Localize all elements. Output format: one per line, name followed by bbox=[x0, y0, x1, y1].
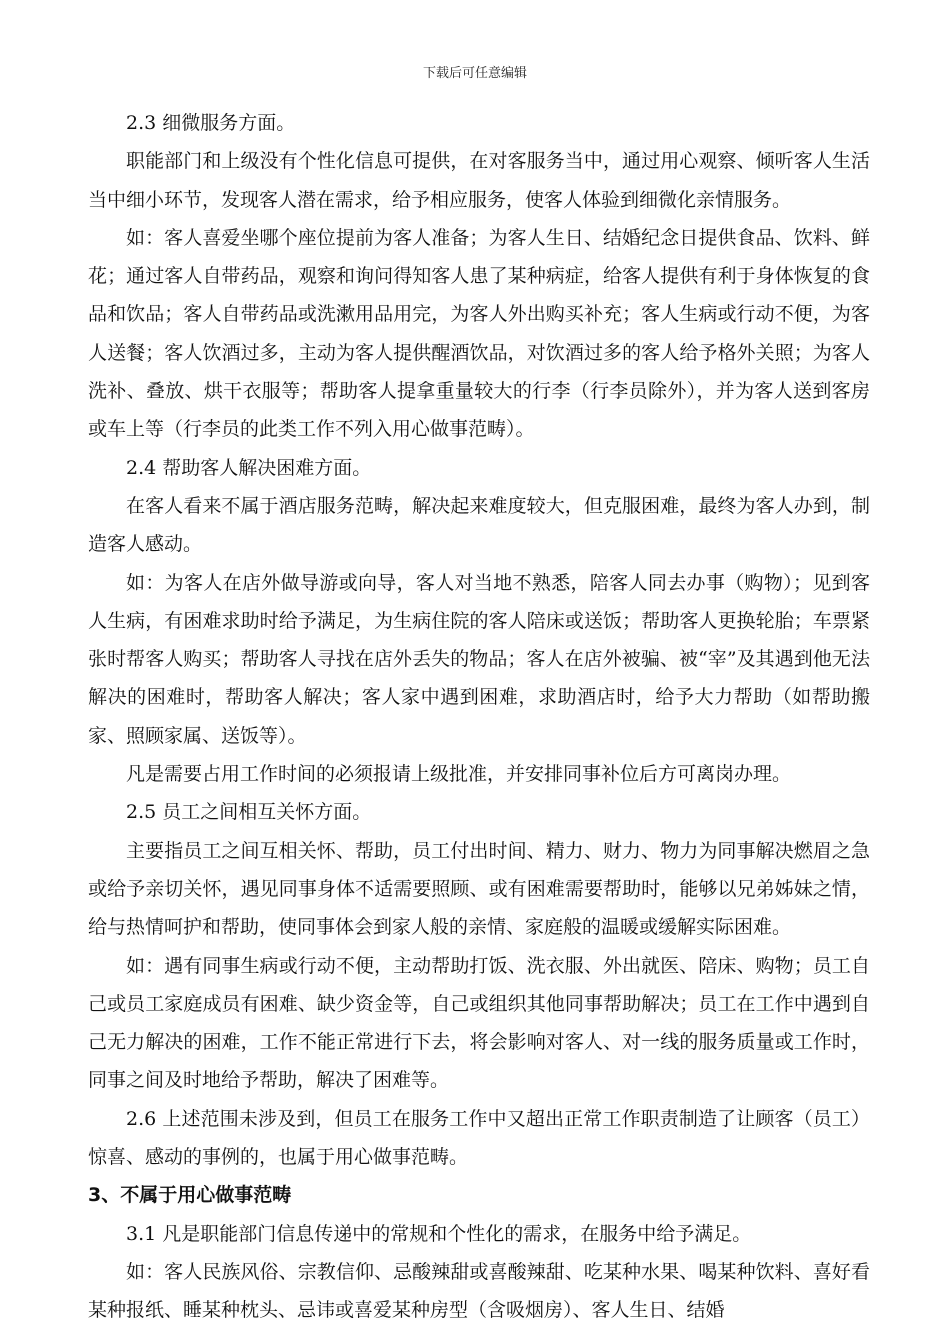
paragraph: 如：客人民族风俗、宗教信仰、忌酸辣甜或喜酸辣甜、吃某种水果、喝某种饮料、喜好看某种报纸、睡某种枕头、忌讳或喜爱某种房型（含吸烟房）、客人生日、结婚 bbox=[88, 1260, 870, 1322]
page-header: 下载后可任意编辑 bbox=[422, 66, 527, 81]
section-heading-2-3: 2.3 细微服务方面。 bbox=[126, 112, 296, 134]
section-heading-2-5: 2.5 员工之间相互关怀方面。 bbox=[126, 801, 372, 824]
paragraph: 如：客人喜爱坐哪个座位提前为客人准备；为客人生日、结婚纪念日提供食品、饮料、鲜花；通过客人自带药品，观察和询问得知客人患了某种病症，给客人提供有利于身体恢复的食品和饮品；客人自带药品或洗漱用品用完，为客人外出购买补充；客人生病或行动不便，为客人送餐；客人饮酒过多，主动为客人提供醒酒饮品，对饮酒过多的客人给予格外关照；为客人洗补、叠放、烘干衣服等；帮助客人提拿重量较大的行李（行李员除外），并为客人送到客房或车上等（行李员的此类工作不列入用心做事范畴）。 bbox=[88, 226, 870, 441]
paragraph: 凡是需要占用工作时间的必须报请上级批准，并安排同事补位后方可离岗办理。 bbox=[126, 763, 792, 786]
document-body bbox=[88, 104, 870, 1330]
paragraph: 在客人看来不属于酒店服务范畴，解决起来难度较大，但克服困难，最终为客人办到，制造客人感动。 bbox=[88, 494, 870, 556]
section-heading-3: 3、不属于用心做事范畴 bbox=[88, 1184, 292, 1207]
paragraph: 主要指员工之间互相关怀、帮助，员工付出时间、精力、财力、物力为同事解决燃眉之急或给予亲切关怀，遇见同事身体不适需要照顾、或有困难需要帮助时，能够以兄弟姊妹之情，给与热情呵护和帮助，使同事体会到家人般的亲情、家庭般的温暖或缓解实际困难。 bbox=[88, 839, 870, 939]
section-2-6: 2.6 上述范围未涉及到，但员工在服务工作中又超出正常工作职责制造了让顾客（员工）惊喜、感动的事例的，也属于用心做事范畴。 bbox=[88, 1107, 870, 1169]
paragraph: 如：遇有同事生病或行动不便，主动帮助打饭、洗衣服、外出就医、陪床、购物；员工自己或员工家庭成员有困难、缺少资金等，自己或组织其他同事帮助解决；员工在工作中遇到自己无力解决的困难，工作不能正常进行下去，将会影响对客人、对一线的服务质量或工作时，同事之间及时地给予帮助，解决了困难等。 bbox=[88, 954, 870, 1092]
section-heading-2-4: 2.4 帮助客人解决困难方面。 bbox=[126, 456, 372, 479]
section-3-1: 3.1 凡是职能部门信息传递中的常规和个性化的需求，在服务中给予满足。 bbox=[126, 1222, 752, 1245]
paragraph: 职能部门和上级没有个性化信息可提供，在对客服务当中，通过用心观察、倾听客人生活当中细小环节，发现客人潜在需求，给予相应服务，使客人体验到细微化亲情服务。 bbox=[88, 150, 870, 211]
paragraph: 如：为客人在店外做导游或向导，客人对当地不熟悉，陪客人同去办事（购物）；见到客人生病，有困难求助时给予满足，为生病住院的客人陪床或送饭；帮助客人更换轮胎；车票紧张时帮客人购买；帮助客人寻找在店外丢失的物品；客人在店外被骗、被“宰”及其遇到他无法解决的困难时，帮助客人解决；客人家中遇到困难，求助酒店时，给予大力帮助（如帮助搬家、照顾家属、送饭等）。 bbox=[88, 571, 870, 747]
